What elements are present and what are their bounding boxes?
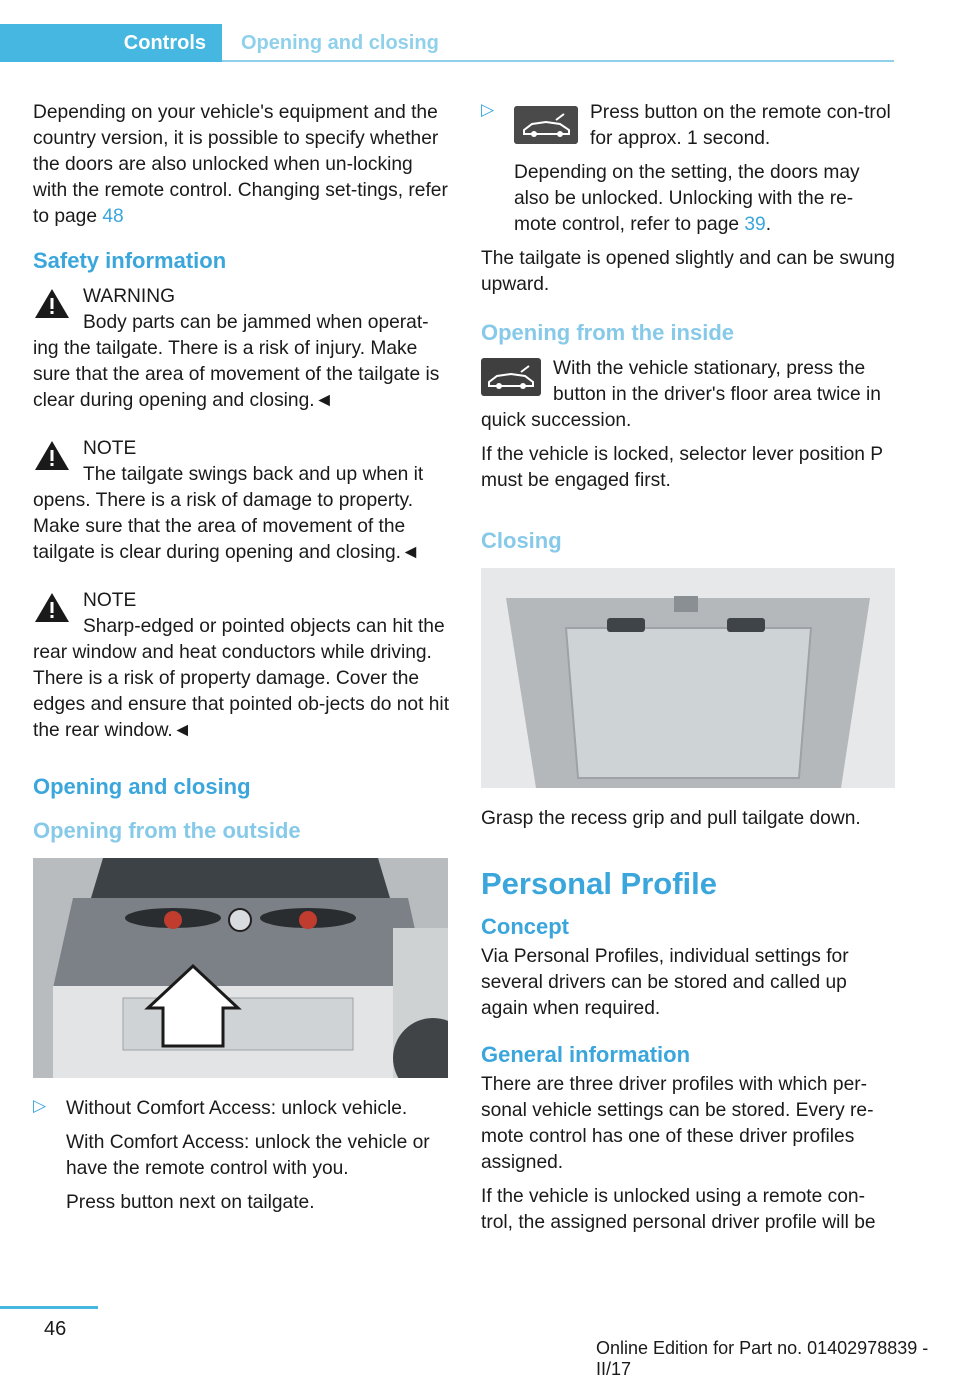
opening-outside-heading: Opening from the outside (33, 818, 301, 843)
header-rule (222, 60, 894, 62)
personal-profile-heading: Personal Profile (481, 866, 718, 901)
page-link-48[interactable]: 48 (102, 206, 124, 227)
step-text: Press button next on tailgate. (66, 1192, 315, 1213)
warning-text: Body parts can be jammed when operat-ing the tailgate. There is a risk of injury. Make sure that the area of movement of the tailgate is clear during opening and closing.◄ (33, 312, 440, 411)
caution-triangle-icon (33, 438, 71, 472)
tailgate-opened-text: The tailgate is opened slightly and can be swung upward. (481, 248, 895, 295)
closing-text: Grasp the recess grip and pull tailgate down. (481, 808, 861, 829)
edition-info: Online Edition for Part no. 01402978839 - II/17 (596, 1338, 929, 1379)
step-text: With Comfort Access: unlock the vehicle or have the remote control with you. (66, 1132, 430, 1179)
concept-heading: Concept (481, 914, 569, 939)
closing-heading: Closing (481, 528, 562, 553)
page-link-39[interactable]: 39 (744, 214, 766, 235)
safety-heading: Safety information (33, 248, 227, 273)
general-info-heading: General information (481, 1042, 691, 1067)
bullet-outside-steps (33, 1096, 451, 1216)
warning-label: WARNING (83, 286, 176, 307)
opening-inside-heading: Opening from the inside (481, 320, 735, 345)
general-text: If the vehicle is unlocked using a remote con-trol, the assigned personal driver profile will be (481, 1186, 876, 1233)
caution-triangle-icon (33, 590, 71, 624)
inside-text: With the vehicle stationary, press the button in the driver's floor area twice in quick succession. (481, 358, 881, 431)
note-label: NOTE (83, 438, 137, 459)
footer-rule (0, 1306, 98, 1309)
chapter-tab (0, 24, 222, 62)
intro-paragraph: Depending on your vehicle's equipment and the country version, it is possible to specify whether the doors are also unlocked when un-locking with the remote control. Changing set-tings, refer to page 48 (33, 102, 448, 227)
step-text: Press button on the remote con-trol for approx. 1 second. (590, 102, 891, 149)
locked-text: If the vehicle is locked, selector lever position P must be engaged first. (481, 444, 883, 491)
note-notice-1 (33, 436, 451, 566)
concept-text: Via Personal Profiles, individual settings for several drivers can be stored and called up again when required. (481, 946, 849, 1019)
bullet-remote-steps (481, 100, 895, 238)
tailgate-button-icon (481, 358, 541, 396)
bullet-marker-icon: ▷ (481, 100, 495, 119)
note-text: The tailgate swings back and up when it opens. There is a risk of damage to property. Make sure that the area of movement of the tailgate is clear during opening and closing.◄ (33, 464, 424, 563)
car-rear-illustration (33, 858, 448, 1078)
section-title: Opening and closing (241, 32, 439, 54)
warning-triangle-icon (33, 286, 71, 320)
tailgate-closing-photo (481, 568, 895, 788)
left-column (33, 100, 451, 1224)
step-text: Without Comfort Access: unlock vehicle. (66, 1098, 408, 1119)
tailgate-button-icon (514, 106, 578, 144)
note-notice-2 (33, 588, 451, 744)
step-text: Depending on the setting, the doors may also be unlocked. Unlocking with the re-mote control, refer to page 39. (514, 162, 860, 235)
note-label: NOTE (83, 590, 137, 611)
chapter-label: Controls (123, 31, 206, 54)
inside-paragraph-block (481, 356, 895, 442)
right-column (481, 100, 895, 1244)
note-text: Sharp-edged or pointed objects can hit the rear window and heat conductors while driving. There is a risk of property damage. Cover the edges and ensure that pointed ob-jects do not hit the rear window.◄ (33, 616, 450, 741)
opening-closing-heading: Opening and closing (33, 774, 251, 799)
tailgate-interior-illustration (481, 568, 895, 788)
bullet-marker-icon: ▷ (33, 1096, 47, 1115)
warning-notice (33, 284, 451, 414)
general-text: There are three driver profiles with which per-sonal vehicle settings can be stored. Every re-mote control has one of these driver profiles assigned. (481, 1074, 874, 1173)
page-number: 46 (44, 1318, 67, 1340)
tailgate-outside-photo (33, 858, 448, 1078)
